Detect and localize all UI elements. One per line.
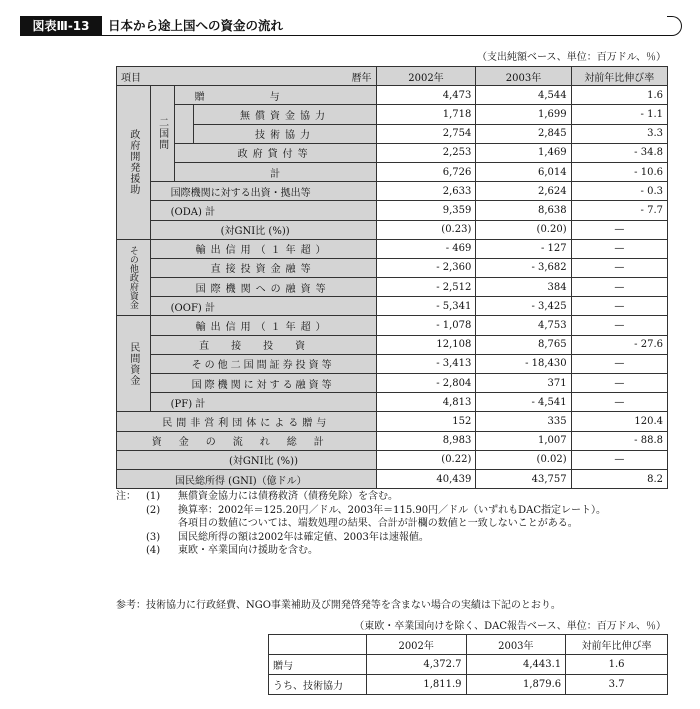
table-row (117, 162, 668, 181)
cell-2002: 1,811.9 (366, 675, 466, 695)
cell-2002: - 1,078 (376, 316, 476, 335)
header-item: 項目 (121, 72, 141, 84)
cell-change: — (571, 278, 667, 297)
row-label: 計 (174, 162, 376, 181)
cell-2002: 2,754 (376, 124, 476, 143)
cell-change: 1.6 (571, 86, 667, 105)
reference-unit: （東欧・卒業国向けを除く、DAC報告ベース、単位：百万ドル、％） (354, 621, 666, 632)
row-label: 贈 与 (174, 86, 376, 105)
cell-change: - 1.1 (571, 105, 667, 124)
table-row (117, 278, 668, 297)
cell-2003: 8,638 (476, 201, 571, 220)
reference-table (268, 634, 668, 695)
cell-2003: 8,765 (476, 335, 571, 354)
table-row (117, 105, 668, 124)
cell-2003: - 3,425 (476, 297, 571, 316)
cell-2003: 1,007 (476, 431, 571, 450)
group-oda: 政府開発援助 (117, 86, 151, 240)
table-row (117, 258, 668, 277)
cell-2003: 335 (476, 412, 571, 431)
table-row (117, 374, 668, 393)
ref-header-change: 対前年比伸び率 (566, 635, 668, 655)
cell-2003: 6,014 (476, 162, 571, 181)
row-label: 国際機関に対する出資・拠出等 (150, 182, 376, 201)
row-label: その他二国間証券投資等 (150, 354, 376, 373)
cell-2002: 2,633 (376, 182, 476, 201)
header-2003: 2003年 (476, 67, 571, 86)
cell-2002: 9,359 (376, 201, 476, 220)
row-label: (OOF) 計 (150, 297, 376, 316)
row-label: (ODA) 計 (150, 201, 376, 220)
cell-2003: 4,544 (476, 86, 571, 105)
cell-2002: - 2,512 (376, 278, 476, 297)
row-label: (PF) 計 (150, 393, 376, 412)
row-label: 輸出信用（１年超） (150, 239, 376, 258)
note-text: 換算率：2002年＝125.20円／ドル、2003年＝115.90円／ドル（いずれもDAC指定レート）。 (178, 504, 606, 516)
cell-2003: 4,753 (476, 316, 571, 335)
table-row (117, 220, 668, 239)
group-oof: その他政府資金 (117, 239, 151, 316)
table-row (117, 86, 668, 105)
cell-2002: 1,718 (376, 105, 476, 124)
group-bilateral: 二国間 (150, 86, 174, 182)
row-label: (対GNI比 (%)) (150, 220, 376, 239)
cell-2003: 1,469 (476, 143, 571, 162)
cell-change: 8.2 (571, 469, 667, 488)
row-label: 政府貸付等 (174, 143, 376, 162)
table-row (117, 450, 668, 469)
row-label: 直接投資金融等 (150, 258, 376, 277)
table-row (269, 675, 668, 695)
table-row (117, 431, 668, 450)
ref-header-2003: 2003年 (466, 635, 566, 655)
row-label: うち、技術協力 (269, 675, 367, 695)
table-row (117, 316, 668, 335)
header-cap (667, 16, 682, 36)
main-table (116, 66, 668, 489)
table-row (117, 143, 668, 162)
figure-label: 図表Ⅲ-13 (20, 16, 102, 36)
note-item: (4) 東欧・卒業国向け援助を含む。 (146, 545, 318, 556)
cell-2003: - 18,430 (476, 354, 571, 373)
row-label: 贈与 (269, 655, 367, 675)
table-row (117, 182, 668, 201)
header-2002: 2002年 (376, 67, 476, 86)
row-label: 民間非営利団体による贈与 (117, 412, 377, 431)
cell-2002: - 3,413 (376, 354, 476, 373)
table-row (117, 412, 668, 431)
cell-2002: 4,372.7 (366, 655, 466, 675)
row-label: 国際機関への融資等 (150, 278, 376, 297)
note-item (116, 517, 606, 531)
cell-change: - 34.8 (571, 143, 667, 162)
cell-2003: - 4,541 (476, 393, 571, 412)
cell-2002: - 469 (376, 239, 476, 258)
cell-2003: 1,879.6 (466, 675, 566, 695)
header-item-cell (117, 67, 377, 86)
cell-change: - 0.3 (571, 182, 667, 201)
cell-change: - 10.6 (571, 162, 667, 181)
cell-2002: 8,983 (376, 431, 476, 450)
cell-change: 1.6 (566, 655, 668, 675)
cell-2002: (0.23) (376, 220, 476, 239)
row-label: 無償資金協力 (194, 105, 376, 124)
table-row (117, 469, 668, 488)
cell-2003: (0.02) (476, 450, 571, 469)
cell-change: 120.4 (571, 412, 667, 431)
row-label: 資金の流れ総計 (117, 431, 377, 450)
note-item: (3) 国民総所得の額は2002年は確定値、2003年は速報値。 (146, 531, 429, 543)
cell-2002: 6,726 (376, 162, 476, 181)
cell-change: — (571, 220, 667, 239)
note-text: 無償資金協力には債務救済（債務免除）を含む。 (178, 491, 398, 502)
table-row (117, 124, 668, 143)
notes-prefix: 注： (116, 491, 136, 502)
table-row (117, 393, 668, 412)
cell-2003: 1,699 (476, 105, 571, 124)
note-text: 各項目の数値については、端数処理の結果、合計が計欄の数値と一致しないことがある。 (178, 518, 578, 529)
cell-2003: 2,845 (476, 124, 571, 143)
cell-2002: 4,473 (376, 86, 476, 105)
note-item: 注： (1) 無償資金協力には債務救済（債務免除）を含む。 (116, 491, 398, 502)
cell-2003: 2,624 (476, 182, 571, 201)
row-label: (対GNI比 (%)) (117, 450, 377, 469)
table-row (269, 655, 668, 675)
cell-2002: - 2,804 (376, 374, 476, 393)
note-text: 国民総所得の額は2002年は確定値、2003年は速報値。 (178, 531, 429, 543)
note-item: (2) 換算率：2002年＝125.20円／ドル、2003年＝115.90円／ドル（いずれもDAC指定レート）。 (146, 504, 606, 516)
table-row (117, 297, 668, 316)
cell-2002: 2,253 (376, 143, 476, 162)
table-row (117, 335, 668, 354)
cell-2002: - 2,360 (376, 258, 476, 277)
table-row (117, 239, 668, 258)
row-label: 輸出信用（１年超） (150, 316, 376, 335)
cell-change: - 7.7 (571, 201, 667, 220)
cell-2003: 371 (476, 374, 571, 393)
row-label: 国際機関に対する融資等 (150, 374, 376, 393)
cell-2003: 384 (476, 278, 571, 297)
cell-2003: - 3,682 (476, 258, 571, 277)
figure-header (20, 16, 682, 36)
row-label: 技術協力 (194, 124, 376, 143)
header-change: 対前年比伸び率 (571, 67, 667, 86)
cell-2002: 152 (376, 412, 476, 431)
unit-note: （支出純額ベース、単位：百万ドル、％） (477, 52, 666, 63)
cell-change: — (571, 316, 667, 335)
cell-2003: (0.20) (476, 220, 571, 239)
row-label: 直接投資 (150, 335, 376, 354)
group-pf: 民間資金 (117, 316, 151, 412)
cell-change: — (571, 239, 667, 258)
cell-change: — (571, 374, 667, 393)
cell-change: — (571, 258, 667, 277)
figure-title: 日本から途上国への資金の流れ (108, 18, 284, 33)
cell-2003: 43,757 (476, 469, 571, 488)
table-row (117, 201, 668, 220)
cell-2002: 40,439 (376, 469, 476, 488)
cell-change: — (571, 354, 667, 373)
reference-text: 参考：技術協力に行政経費、NGO事業補助及び開発啓発等を含まない場合の実績は下記のとおり。 (116, 600, 561, 611)
cell-2002: - 5,341 (376, 297, 476, 316)
cell-2002: 4,813 (376, 393, 476, 412)
cell-change: 3.3 (571, 124, 667, 143)
cell-2002: 12,108 (376, 335, 476, 354)
cell-change: - 88.8 (571, 431, 667, 450)
header-rule (102, 35, 672, 36)
cell-2002: (0.22) (376, 450, 476, 469)
cell-change: — (571, 393, 667, 412)
cell-change: 3.7 (566, 675, 668, 695)
cell-change: — (571, 297, 667, 316)
note-text: 東欧・卒業国向け援助を含む。 (178, 545, 318, 556)
header-year: 暦年 (351, 72, 372, 84)
cell-change: — (571, 450, 667, 469)
cell-change: - 27.6 (571, 335, 667, 354)
cell-2003: 4,443.1 (466, 655, 566, 675)
notes (116, 490, 606, 558)
ref-header-2002: 2002年 (366, 635, 466, 655)
cell-2003: - 127 (476, 239, 571, 258)
row-label: 国民総所得 (GNI)（億ドル） (117, 469, 377, 488)
table-row (117, 354, 668, 373)
